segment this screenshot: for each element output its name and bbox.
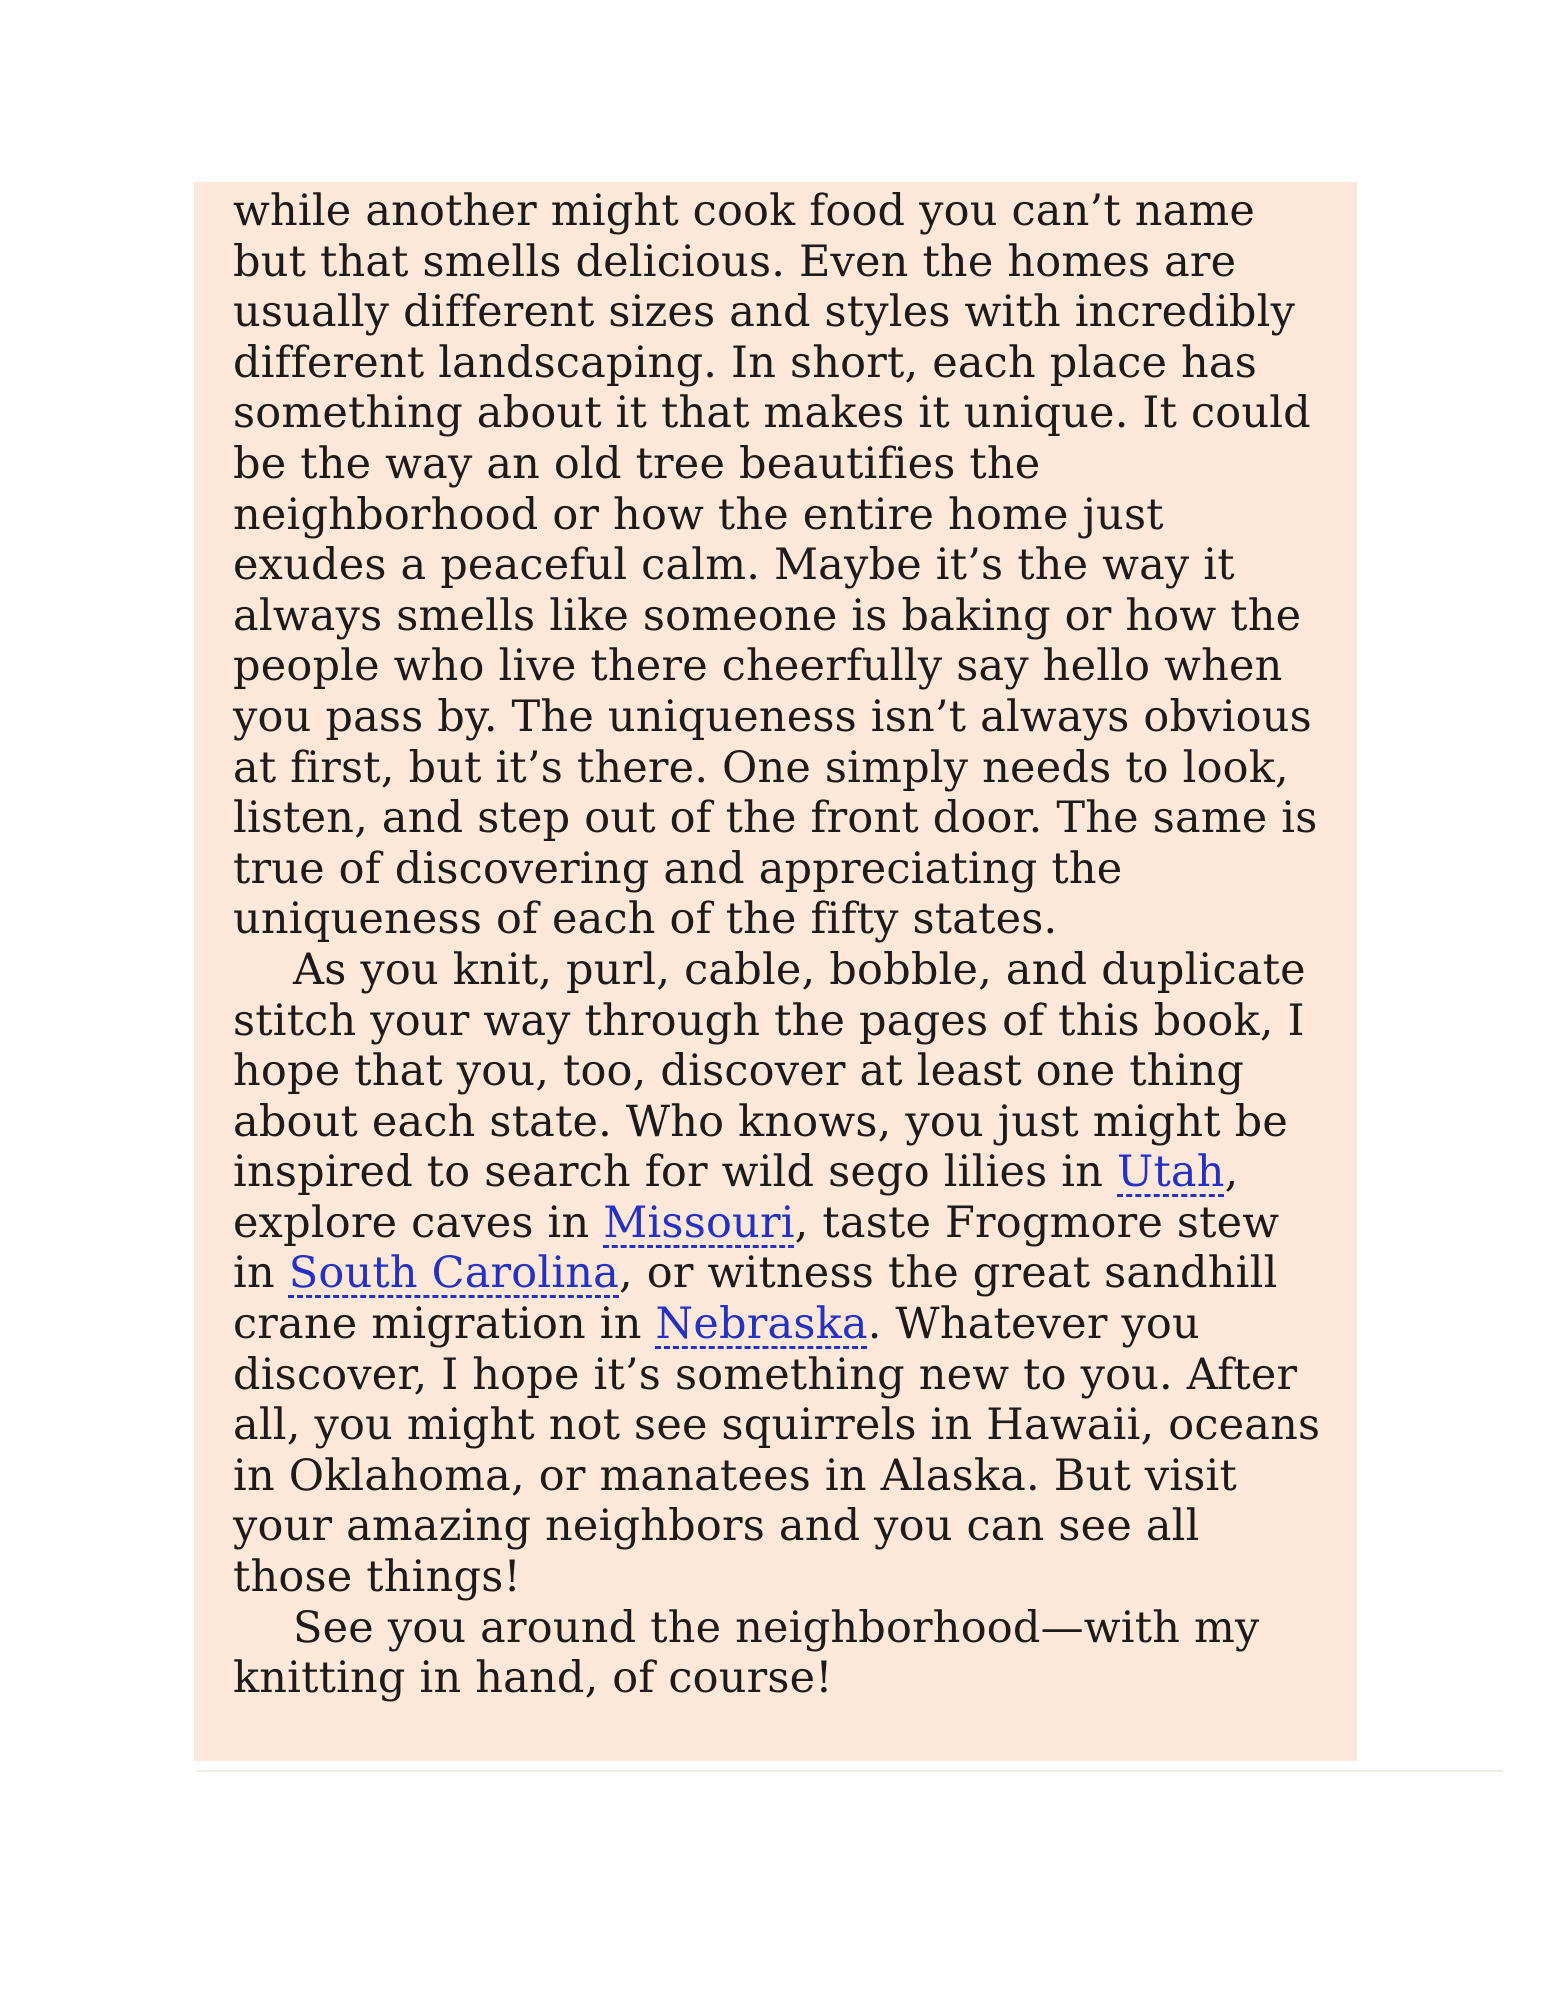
text-run: but that smells delicious. Even the homes are xyxy=(233,236,1237,287)
text-line xyxy=(233,641,1329,692)
text-line xyxy=(233,1046,1329,1097)
text-line xyxy=(233,1198,1329,1249)
text-line xyxy=(233,388,1329,439)
link-nebraska[interactable]: Nebraska xyxy=(655,1299,868,1350)
text-line xyxy=(233,1147,1329,1198)
text-line xyxy=(233,692,1329,743)
text-run: usually different sizes and styles with incredibly xyxy=(233,287,1296,338)
text-line xyxy=(233,1552,1329,1603)
text-line xyxy=(233,591,1329,642)
text-line xyxy=(233,1501,1329,1552)
text-run: uniqueness of each of the fifty states. xyxy=(233,894,1058,945)
text-line xyxy=(233,1400,1329,1451)
text-run: true of discovering and appreciating the xyxy=(233,843,1123,894)
text-line xyxy=(233,1097,1329,1148)
text-run: discover, I hope it’s something new to you. After xyxy=(233,1349,1298,1400)
text-run: those things! xyxy=(233,1552,521,1603)
text-run: different landscaping. In short, each place has xyxy=(233,337,1258,388)
text-run: crane migration in xyxy=(233,1299,656,1350)
text-run: , taste Frogmore stew xyxy=(794,1197,1280,1248)
text-run: exudes a peaceful calm. Maybe it’s the way it xyxy=(233,540,1235,591)
text-run: about each state. Who knows, you just might be xyxy=(233,1096,1289,1147)
text-line xyxy=(233,540,1329,591)
text-run: , xyxy=(1224,1147,1239,1198)
text-run: hope that you, too, discover at least one thing xyxy=(233,1046,1245,1097)
text-run: See you around the neighborhood—with my xyxy=(293,1602,1260,1653)
text-run: all, you might not see squirrels in Hawaii, oceans xyxy=(233,1400,1321,1451)
text-line xyxy=(233,237,1329,288)
text-run: in xyxy=(233,1248,289,1299)
text-line xyxy=(233,945,1329,996)
text-line xyxy=(233,1603,1329,1654)
text-line xyxy=(233,743,1329,794)
text-line xyxy=(233,844,1329,895)
text-line xyxy=(233,287,1329,338)
text-line xyxy=(233,1299,1329,1350)
text-run: you pass by. The uniqueness isn’t always obvious xyxy=(233,691,1312,742)
text-run: stitch your way through the pages of this book, I xyxy=(233,995,1305,1046)
link-south-carolina[interactable]: South Carolina xyxy=(288,1248,620,1299)
page-separator-line xyxy=(196,1770,1503,1772)
text-run: in Oklahoma, or manatees in Alaska. But visit xyxy=(233,1450,1237,1501)
text-run: always smells like someone is baking or how the xyxy=(233,590,1302,641)
reading-panel xyxy=(194,182,1357,1761)
text-line xyxy=(233,1451,1329,1502)
text-run: , or witness the great sandhill xyxy=(619,1248,1278,1299)
text-line xyxy=(233,439,1329,490)
text-line xyxy=(233,338,1329,389)
text-lines xyxy=(233,186,1329,1704)
text-run: explore caves in xyxy=(233,1197,604,1248)
text-run: listen, and step out of the front door. The same is xyxy=(233,793,1318,844)
text-run: inspired to search for wild sego lilies in xyxy=(233,1147,1118,1198)
text-line xyxy=(233,490,1329,541)
text-line xyxy=(233,996,1329,1047)
text-line xyxy=(233,186,1329,237)
text-line xyxy=(233,793,1329,844)
text-line xyxy=(233,1248,1329,1299)
text-run: your amazing neighbors and you can see all xyxy=(233,1501,1200,1552)
text-run: people who live there cheerfully say hello when xyxy=(233,641,1283,692)
text-run: As you knit, purl, cable, bobble, and duplicate xyxy=(293,944,1306,995)
text-run: at first, but it’s there. One simply needs to look, xyxy=(233,742,1289,793)
text-run: while another might cook food you can’t name xyxy=(233,186,1256,236)
text-run: knitting in hand, of course! xyxy=(233,1653,833,1704)
text-line xyxy=(233,1653,1329,1704)
text-run: something about it that makes it unique. It could xyxy=(233,388,1311,439)
text-run: be the way an old tree beautifies the xyxy=(233,438,1041,489)
text-run: . Whatever you xyxy=(867,1299,1200,1350)
text-line xyxy=(233,1350,1329,1401)
link-utah[interactable]: Utah xyxy=(1117,1147,1225,1198)
text-run: neighborhood or how the entire home just xyxy=(233,489,1164,540)
link-missouri[interactable]: Missouri xyxy=(603,1197,795,1248)
text-line xyxy=(233,894,1329,945)
